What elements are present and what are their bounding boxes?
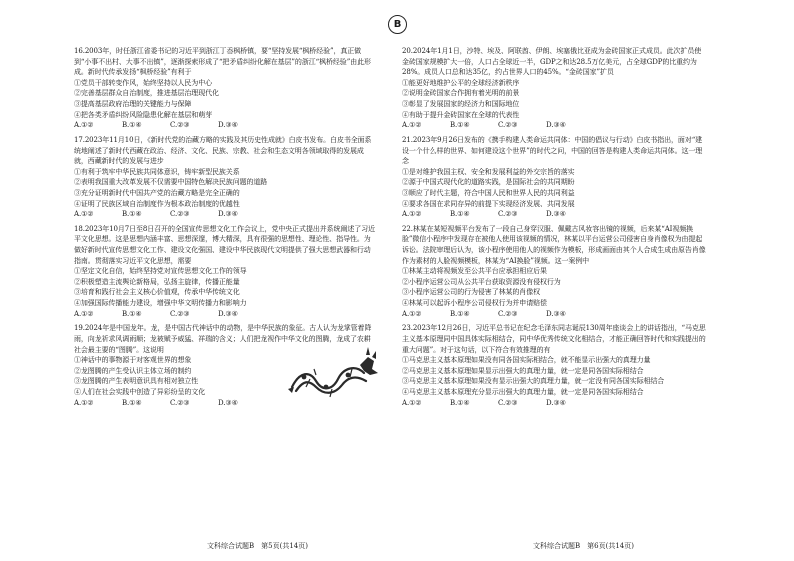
statement-option: ②龙图腾的产生受认识主体立场的制约: [74, 366, 192, 375]
statement-option: ④要求各国在求同存异的前提下实现经济发展、共同发展: [402, 199, 575, 208]
answer-choices: [74, 209, 376, 220]
answer-choices: [74, 120, 376, 131]
statement-option: ④证明了民族区域自治制度作为根本政治制度的优越性: [74, 199, 240, 208]
question-stem: 18.2023年10月7日至8日召开的全国宣传思想文化工作会议上，党中央正式提出并系统阐述了习近平文化思想。这是思想内涵丰富、思想深邃，博大精深，具有很强的思想性、理论性、指导性。为做好新时代宣传思想文化工作、建设文化强国、建设中华民族现代文明提供了强大思想武器和行动指南。贯彻落实习近平文化思想，需要: [74, 224, 375, 265]
question-stem: 20.2024年1月1日，沙特、埃及、阿联酋、伊朗、埃塞俄比亚成为金砖国家正式成员。此次扩员使金砖国家规模扩大一倍，人口占全球近一半，GDP之和达28.5万亿美元，占全球GDP的比重约为28%。成员人口总和达35亿，约占世界人口的45%。“金砖国家”扩员: [402, 47, 702, 77]
answer-choices: [402, 209, 706, 220]
statement-option: ②完善基层群众自治制度，推进基层治理现代化: [74, 89, 219, 98]
answer-choices: [402, 120, 706, 131]
statement-option: ①马克思主义基本原理如果没有同各国实际相结合，就不能显示出强大的真理力量: [402, 356, 651, 365]
answer-choices: [402, 309, 706, 320]
statement-option: ③马克思主义基本原理如果没有显示出强大的真理力量，就一定没有同各国实际相结合: [402, 377, 665, 386]
statement-option: ④把各类矛盾纠纷风险隐患化解在基层和萌芽: [74, 110, 212, 119]
statement-option: ①是对维护我国主权、安全和发展利益的外交宗旨的落实: [402, 167, 575, 176]
statement-option: ②表明我国重大改革发展不仅需要中国特色解决民族问题的道路: [74, 178, 268, 187]
answer-choice: B.①④: [122, 398, 142, 407]
answer-choice: A.①②: [74, 121, 94, 130]
question: [402, 224, 706, 319]
answer-choice: B.①④: [122, 309, 142, 318]
statement-option: ③培育和践行社会主义核心价值观，传承中华传统文化: [74, 288, 240, 297]
question-stem: 21.2023年9月26日发布的《携手构建人类命运共同体：中国的倡议与行动》白皮书指出，面对“建设一个什么样的世界、如何建设这个世界”的时代之问，中国的回答是构建人类命运共同体。这一理念: [402, 135, 703, 166]
statement-option: ②小程序运营公司从公共平台获取资源没有侵权行为: [402, 277, 561, 286]
statement-option: ③彰显了发展国家的经济力和国际地位: [402, 99, 520, 108]
statement-option: ①林某主动将视频发至公共平台应承担相应后果: [402, 267, 547, 276]
question-stem: 23.2023年12月26日，习近平总书记在纪念毛泽东同志诞辰130周年座谈会上的讲话指出，“马克思主义基本原理同中国具体实际相结合，同中华优秀传统文化相结合，才能正确回答时代和实践提出的重大问题”。对于这句话，以下符合有效推理的有: [402, 324, 706, 354]
answer-choice: C.②③: [170, 210, 190, 219]
statement-option: ①有利于筑牢中华民族共同体意识，铸牢新型民族关系: [74, 167, 240, 176]
answer-choice: B.①④: [122, 210, 142, 219]
footer-right-page-number: 文科综合试题B 第6页(共14页): [533, 542, 634, 550]
answer-choice: C.②③: [170, 398, 190, 407]
right-column: [402, 46, 706, 412]
answer-choice: C.②③: [170, 121, 190, 130]
statement-option: ④马克思主义基本原理充分显示出强大的真理力量，就一定是同各国实际相结合: [402, 387, 644, 396]
answer-choice: A.①②: [74, 398, 94, 407]
answer-choice: D.③④: [546, 210, 566, 219]
answer-choice: B.①④: [450, 398, 470, 407]
question-stem: 19.2024年是中国龙年。龙，是中国古代神话中的动物，是中华民族的象征。古人认为龙掌管着降雨，向龙祈求风调雨顺；龙被赋予威猛、祥瑞的含义；人们把龙视作中华文化的图腾，龙成了农耕社会最主要的“图腾”。这说明: [74, 324, 372, 354]
answer-choice: A.①②: [74, 210, 94, 219]
statement-option: ①能更好地维护公平的全球经济新秩序: [402, 78, 520, 87]
answer-choice: D.③④: [218, 210, 238, 219]
statement-option: ③充分证明新时代中国共产党的治藏方略是完全正确的: [74, 188, 240, 197]
statement-option: ①坚定文化自信，始终坚持党对宣传思想文化工作的领导: [74, 267, 247, 276]
statement-option: ④人们在社会实践中创造了异彩纷呈的文化: [74, 387, 206, 396]
statement-option: ①神话中的事物源于对客观世界的想象: [74, 356, 192, 365]
question: [74, 224, 376, 319]
answer-choice: B.①④: [450, 309, 470, 318]
question-stem: 16.2003年，时任浙江省委书记的习近平到浙江丁岙枫桥镇，要“坚持发展“枫桥经验”，真正做到“小事不出村、大事不出镇”，逐渐探索形成了“把矛盾纠纷化解在基层”的浙江“枫桥经验”由此形成。新时代传承发扬“枫桥经验”有利于: [74, 47, 371, 77]
answer-choices: [402, 398, 706, 409]
statement-option: ②马克思主义基本原理如果显示出强大的真理力量，就一定是同各国实际相结合: [402, 366, 644, 375]
left-column: [74, 46, 376, 412]
question: [74, 135, 376, 220]
statement-option: ④加强国际传播能力建设，增强中华文明传播力和影响力: [74, 299, 247, 308]
statement-option: ④有助于提升金砖国家在全球的代表性: [402, 110, 520, 119]
answer-choice: D.③④: [218, 309, 238, 318]
question-stem: 17.2023年11月10日，《新时代党的治藏方略的实践及其历史性成就》白皮书发布。白皮书全面系统地阐述了新时代西藏在政治、经济、文化、民族、宗教、社会和生态文明各领域取得的发展成就，西藏新时代的发展与进步: [74, 135, 372, 166]
answer-choice: A.①②: [402, 398, 422, 407]
statement-option: ①党员干部转变作风，始终坚持以人民为中心: [74, 78, 212, 87]
statement-option: ②说明金砖国家合作拥有着光明的前景: [402, 89, 520, 98]
dragon-image: [286, 341, 378, 401]
answer-choice: A.①②: [402, 121, 422, 130]
answer-choice: B.①④: [450, 121, 470, 130]
answer-choice: D.③④: [546, 121, 566, 130]
answer-choices: [74, 309, 376, 320]
question: [402, 135, 706, 220]
statement-option: ③龙图腾的产生表明意识具有相对独立性: [74, 377, 199, 386]
footer-left-page-number: 文科综合试题B 第5页(共14页): [207, 542, 308, 550]
answer-choice: D.③④: [218, 121, 238, 130]
question: [74, 46, 376, 131]
answer-choice: C.②③: [498, 309, 518, 318]
statement-option: ②源于中国式现代化的道路实践，是国际社会的共同期盼: [402, 178, 575, 187]
answer-choice: A.①②: [74, 309, 94, 318]
answer-choice: C.②③: [498, 398, 518, 407]
statement-option: ②积极塑造主流舆论新格局，弘扬主旋律，传播正能量: [74, 277, 240, 286]
answer-choice: D.③④: [218, 398, 238, 407]
answer-choice: B.①④: [122, 121, 142, 130]
answer-choice: C.②③: [498, 210, 518, 219]
answer-choice: C.②③: [498, 121, 518, 130]
question-stem: 22.林某在某短视频平台发布了一段自己身穿汉服、佩戴古风妆容出镜的视频，后来某“AI视频换脸”微信小程序中发现存在被他人使用该视频的情况，林某以平台运营公司侵害自身肖像权为由提起诉讼。法院审理后认为，该小程序使用他人的视频作为模板，形成画面由其个人合成生成由原告肖像作为素材的人脸视频模板，林某为“AI换脸”视频。这一案例中: [402, 224, 706, 265]
answer-choice: D.③④: [546, 309, 566, 318]
answer-choice: A.①②: [402, 309, 422, 318]
answer-choice: D.③④: [546, 398, 566, 407]
question: [74, 323, 376, 408]
question: [402, 46, 706, 131]
statement-option: ③小程序运营公司的行为侵害了林某的肖像权: [402, 288, 540, 297]
question: [402, 323, 706, 408]
statement-option: ④林某可以起诉小程序公司侵权行为并申请赔偿: [402, 299, 547, 308]
statement-option: ③顺应了时代主题，符合中国人民和世界人民的共同利益: [402, 188, 575, 197]
answer-choice: C.②③: [170, 309, 190, 318]
paper-version-badge: B: [388, 15, 407, 34]
answer-choice: B.①④: [450, 210, 470, 219]
answer-choice: A.①②: [402, 210, 422, 219]
statement-option: ③提高基层政府治理的关键能力与保障: [74, 99, 192, 108]
